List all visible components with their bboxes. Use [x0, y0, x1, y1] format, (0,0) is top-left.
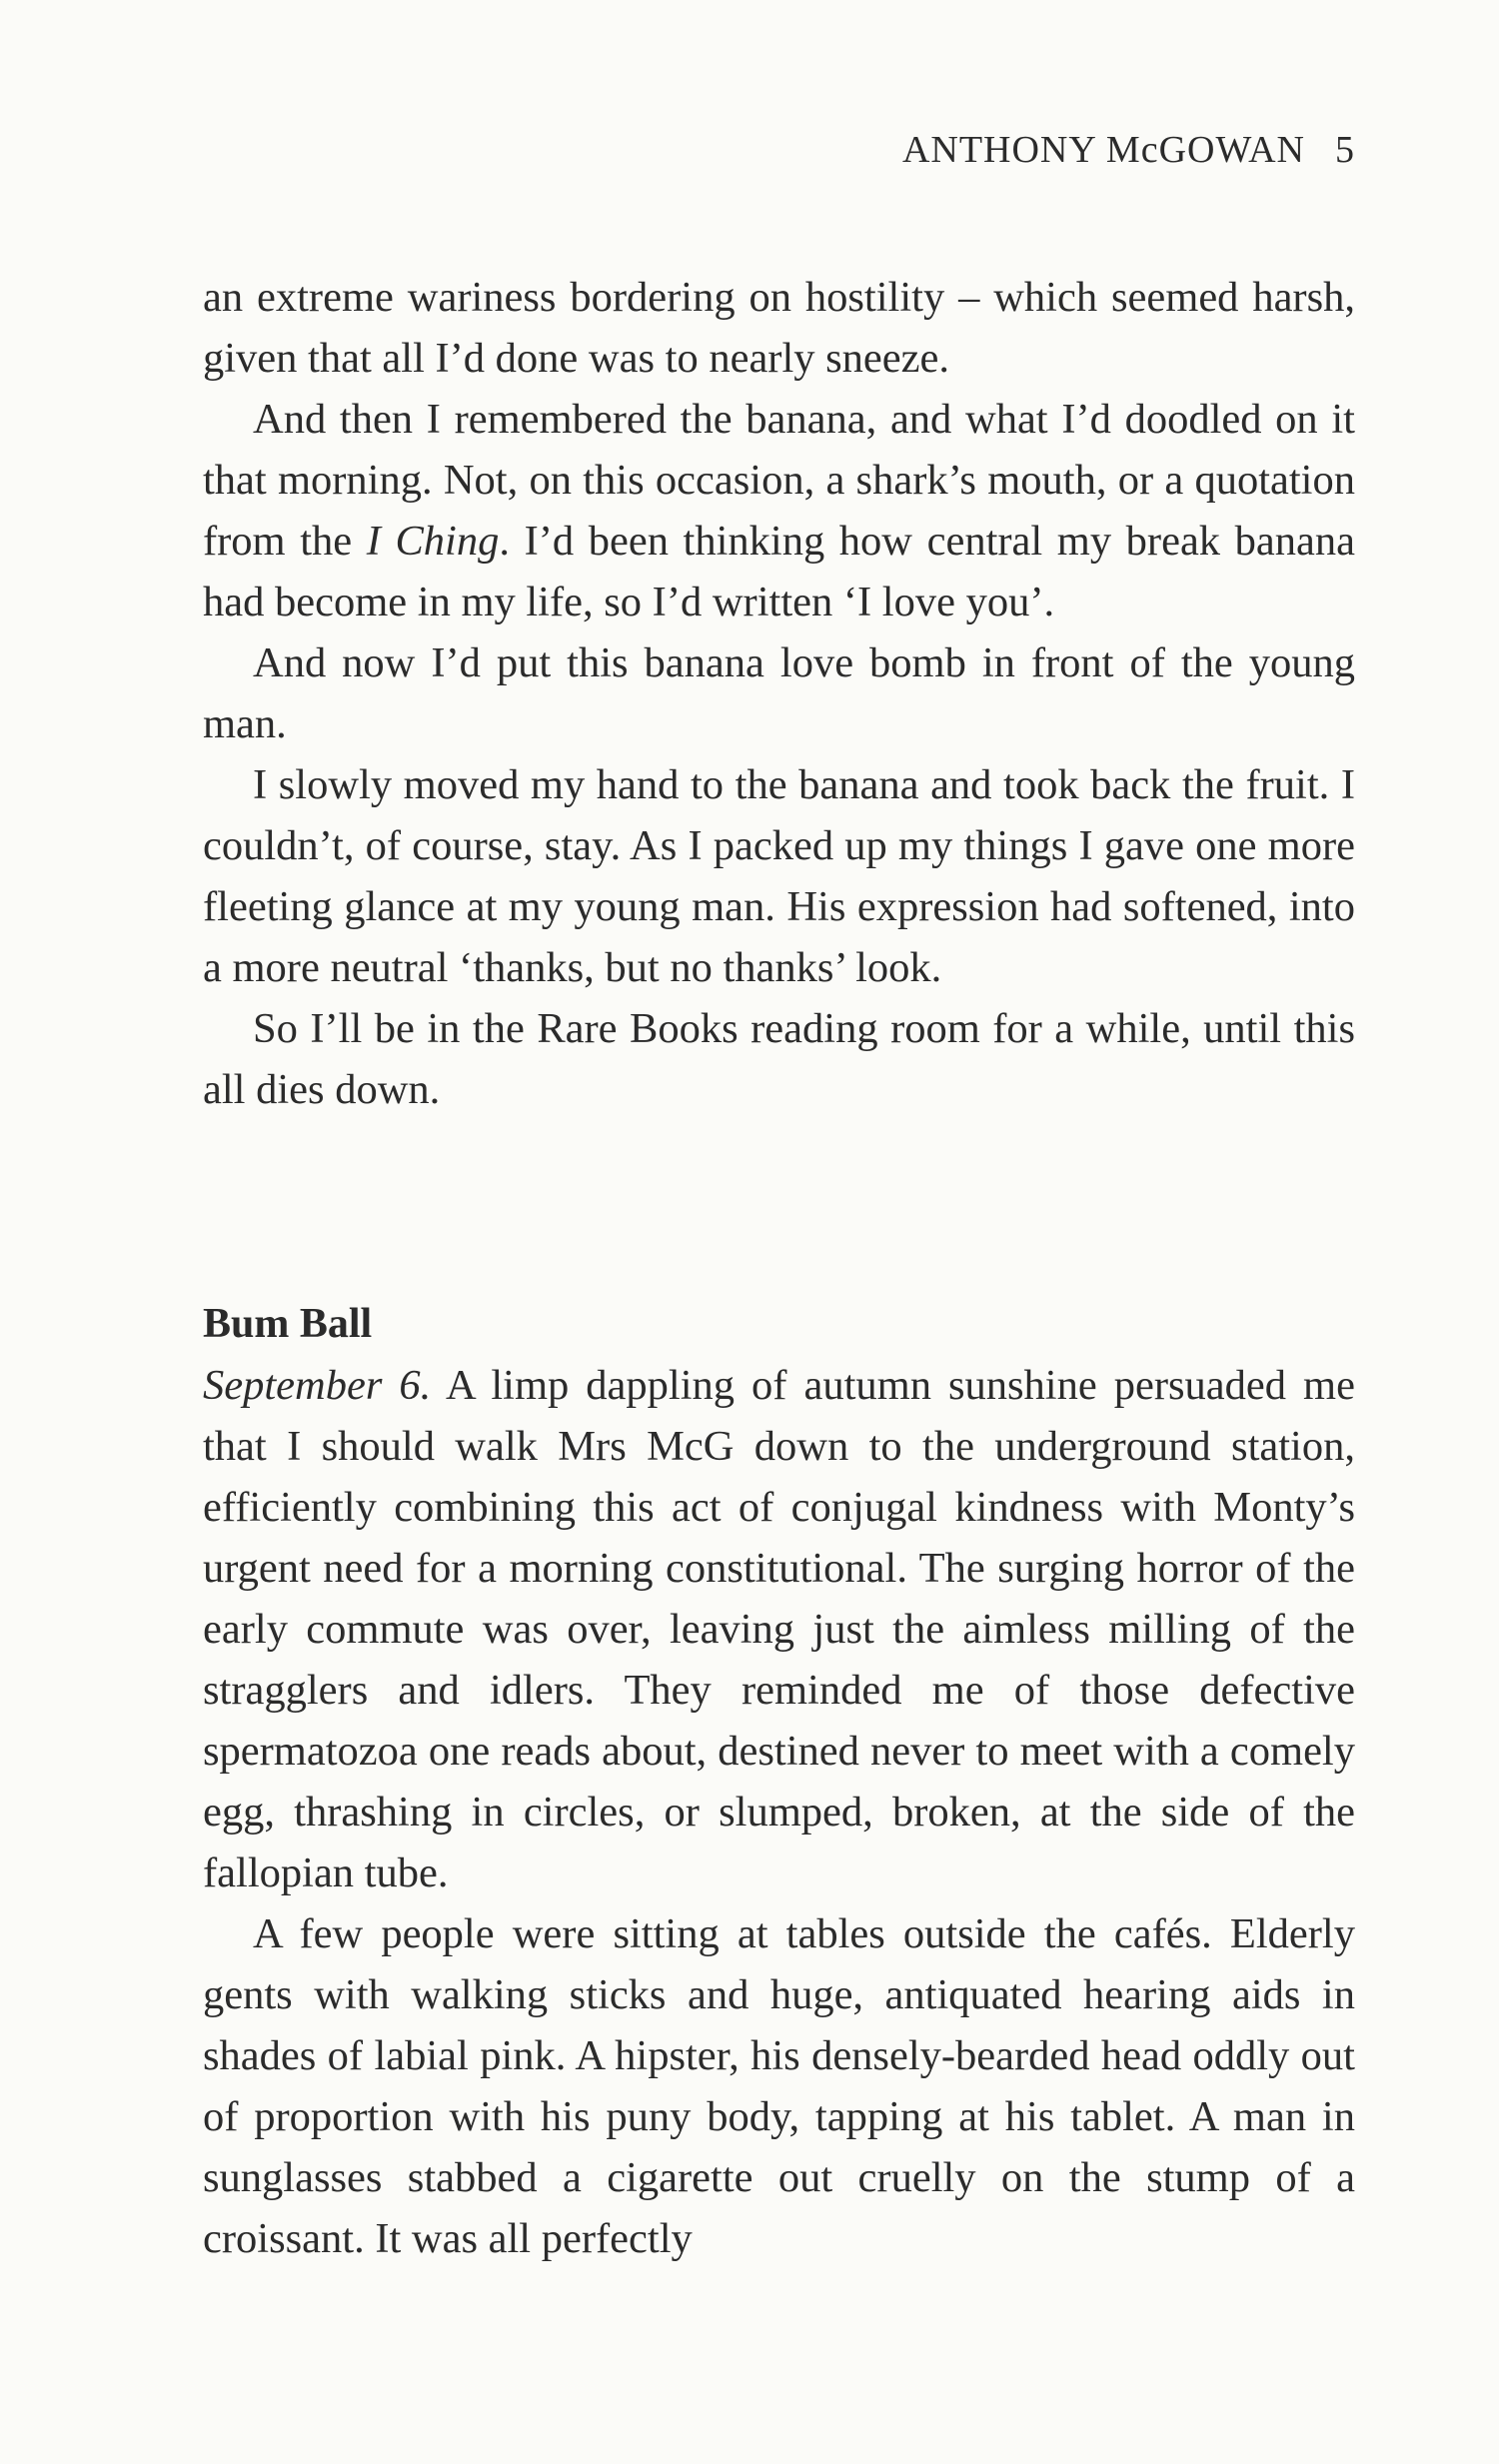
entry-date: September 6.: [203, 1362, 432, 1409]
section-heading: Bum Ball: [203, 1301, 373, 1347]
body-text-section: [203, 1294, 1355, 2269]
author-name: ANTHONY McGOWAN: [901, 129, 1305, 171]
running-header: [902, 128, 1355, 172]
paragraph-sunshine: A limp dappling of autumn sunshine persuaded me that I should walk Mrs McG down to the underground station, efficiently combining this act of conjugal kindness with Monty’s urgent need for a morning constitutional. The surging horror of the early commute was over, leaving just the aimless milling of the stragglers and idlers. They reminded me of those defective spermatozoa one reads about, destined never to meet with a comely egg, thrashing in circles, or slumped, broken, at the side of the fallopian tube.: [203, 1362, 1355, 1896]
book-title-italic: I Ching: [366, 518, 500, 565]
paragraph-banana: [203, 389, 1355, 632]
paragraph-banana-start: And then I remembered the banana, and what I’d doodled on it that morning. Not, on this occasion, a shark’s mouth, or a quotation from the: [203, 396, 1355, 565]
paragraph-rare-books: So I’ll be in the Rare Books reading room for a while, until this all dies down.: [203, 1005, 1355, 1113]
paragraph-took-back: I slowly moved my hand to the banana and took back the fruit. I couldn’t, of course, stay. As I packed up my things I gave one more fleeting glance at my young man. His expression had softened, into a more neutral ‘thanks, but no thanks’ look.: [203, 761, 1355, 991]
body-text-top: [203, 267, 1355, 1120]
paragraph-cafes: A few people were sitting at tables outside the cafés. Elderly gents with walking sticks and huge, antiquated hearing aids in shades of labial pink. A hipster, his densely-bearded head oddly out of proportion with his puny body, tapping at his tablet. A man in sunglasses stabbed a cigarette out cruelly on the stump of a croissant. It was all perfectly: [203, 1910, 1355, 2262]
paragraph-continuation: an extreme wariness bordering on hostility – which seemed harsh, given that all I’d done was to nearly sneeze.: [203, 274, 1355, 382]
paragraph-entry-date: [203, 1355, 1355, 1903]
paragraph-love-bomb: And now I’d put this banana love bomb in front of the young man.: [203, 639, 1355, 747]
paragraph-banana-end: . I’d been thinking how central my break banana had become in my life, so I’d written ‘I love you’.: [203, 518, 1355, 625]
page-number: 5: [1335, 129, 1355, 171]
